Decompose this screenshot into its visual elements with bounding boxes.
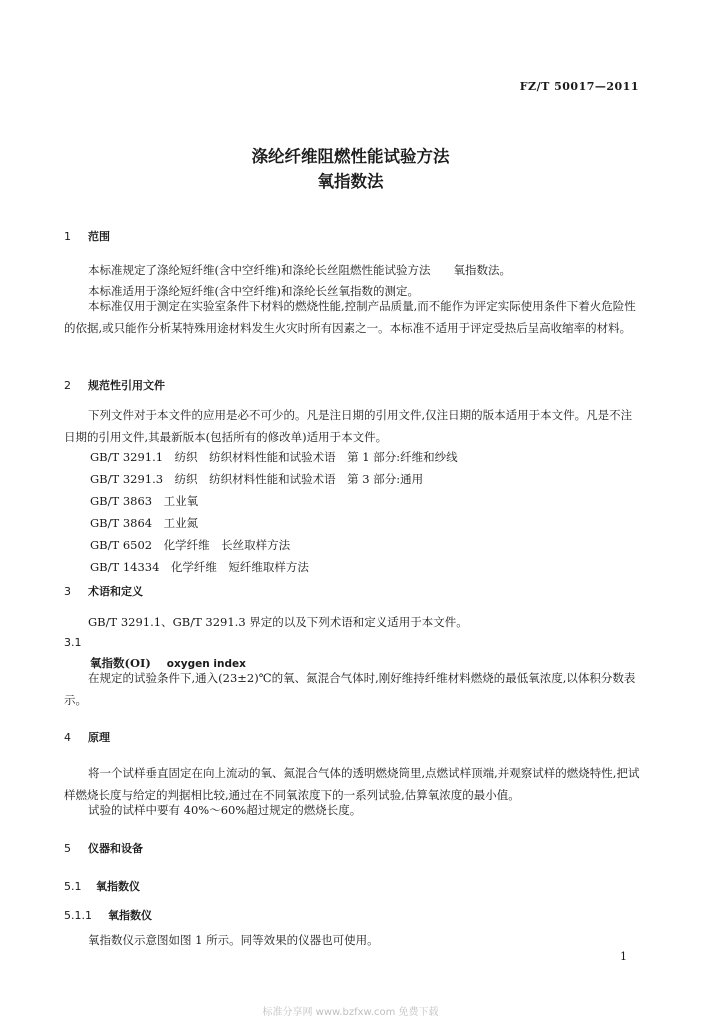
paragraph-text: 下列文件对于本文件的应用是必不可少的。凡是注日期的引用文件,仅注日期的版本适用于本文件。凡是不注日期的引用文件,其最新版本(包括所有的修改单)适用于本文件。 <box>64 408 633 444</box>
paragraph-text: 氧指数仪示意图如图 1 所示。同等效果的仪器也可使用。 <box>88 933 379 947</box>
clause-number: 5.1.1 <box>64 909 92 922</box>
clause-3-1-number: 3.1 <box>64 636 82 649</box>
section-title: 范围 <box>88 230 110 243</box>
page-number: 1 <box>620 950 627 963</box>
section-3-heading <box>64 583 143 599</box>
paragraph-text: 本标准适用于涤纶短纤维(含中空纤维)和涤纶长丝氧指数的测定。 <box>88 284 419 298</box>
reference-item: GB/T 3291.3 纺织 纺织材料性能和试验术语 第 3 部分:通用 <box>90 472 424 486</box>
clause-title: 氧指数仪 <box>96 880 140 893</box>
clause-number: 5.1 <box>64 880 82 893</box>
paragraph-text: 本标准规定了涤纶短纤维(含中空纤维)和涤纶长丝阻燃性能试验方法 氧指数法。 <box>88 263 511 277</box>
reference-item: GB/T 14334 化学纤维 短纤维取样方法 <box>90 560 309 574</box>
term-definition <box>64 668 640 711</box>
section-title: 仪器和设备 <box>88 842 143 855</box>
paragraph-text: 将一个试样垂直固定在向上流动的氧、氮混合气体的透明燃烧筒里,点燃试样顶端,并观察试样的燃烧特性,把试样燃烧长度与给定的判据相比较,通过在不同氧浓度下的一系列试验,估算氧浓度的最小值。 <box>64 766 640 802</box>
paragraph-text: GB/T 3291.1、GB/T 3291.3 界定的以及下列术语和定义适用于本文件。 <box>88 615 468 629</box>
section-number: 1 <box>64 230 71 243</box>
clause-5-1-heading <box>64 878 140 894</box>
clause-5-1-1-heading <box>64 907 152 923</box>
section-title: 规范性引用文件 <box>88 379 165 392</box>
reference-item: GB/T 6502 化学纤维 长丝取样方法 <box>90 538 291 552</box>
paragraph-text: 本标准仅用于测定在实验室条件下材料的燃烧性能,控制产品质量,而不能作为评定实际使用条件下着火危险性的依据,或只能作分析某特殊用途材料发生火灾时所有因素之一。本标准不适用于评定受热后呈高收缩率的材料。 <box>64 299 636 335</box>
section-3-intro <box>64 612 640 634</box>
term-chinese: 氧指数(OI) <box>90 656 151 670</box>
section-5-heading <box>64 840 143 856</box>
term-english: oxygen index <box>166 658 246 670</box>
document-subtitle: 氧指数法 <box>317 172 384 191</box>
section-number: 4 <box>64 731 71 744</box>
document-title: 涤纶纤维阻燃性能试验方法 <box>251 147 450 166</box>
section-1-paragraph-1 <box>64 260 640 282</box>
section-number: 3 <box>64 585 71 598</box>
clause-title: 氧指数仪 <box>108 909 152 922</box>
section-1-heading <box>64 228 110 244</box>
standard-code: FZ/T 50017—2011 <box>519 80 639 93</box>
section-2-intro <box>64 405 640 448</box>
paragraph-text: 在规定的试验条件下,通入(23±2)℃的氧、氮混合气体时,刚好维持纤维材料燃烧的最低氧浓度,以体积分数表示。 <box>64 671 636 707</box>
reference-item: GB/T 3864 工业氮 <box>90 516 199 530</box>
section-4-heading <box>64 729 110 745</box>
section-4-paragraph-2 <box>64 800 640 822</box>
reference-item: GB/T 3291.1 纺织 纺织材料性能和试验术语 第 1 部分:纤维和纱线 <box>90 450 458 464</box>
section-number: 2 <box>64 379 71 392</box>
section-number: 5 <box>64 842 71 855</box>
paragraph-text: 试验的试样中要有 40%～60%超过规定的燃烧长度。 <box>88 803 362 817</box>
reference-item: GB/T 3863 工业氧 <box>90 494 199 508</box>
section-5-paragraph-1 <box>64 930 640 952</box>
section-2-heading <box>64 377 165 393</box>
footer-watermark: 标准分享网 www.bzfxw.com 免费下载 <box>262 1007 439 1018</box>
section-title: 原理 <box>88 731 110 744</box>
section-1-paragraph-3 <box>64 296 640 339</box>
section-title: 术语和定义 <box>88 585 143 598</box>
